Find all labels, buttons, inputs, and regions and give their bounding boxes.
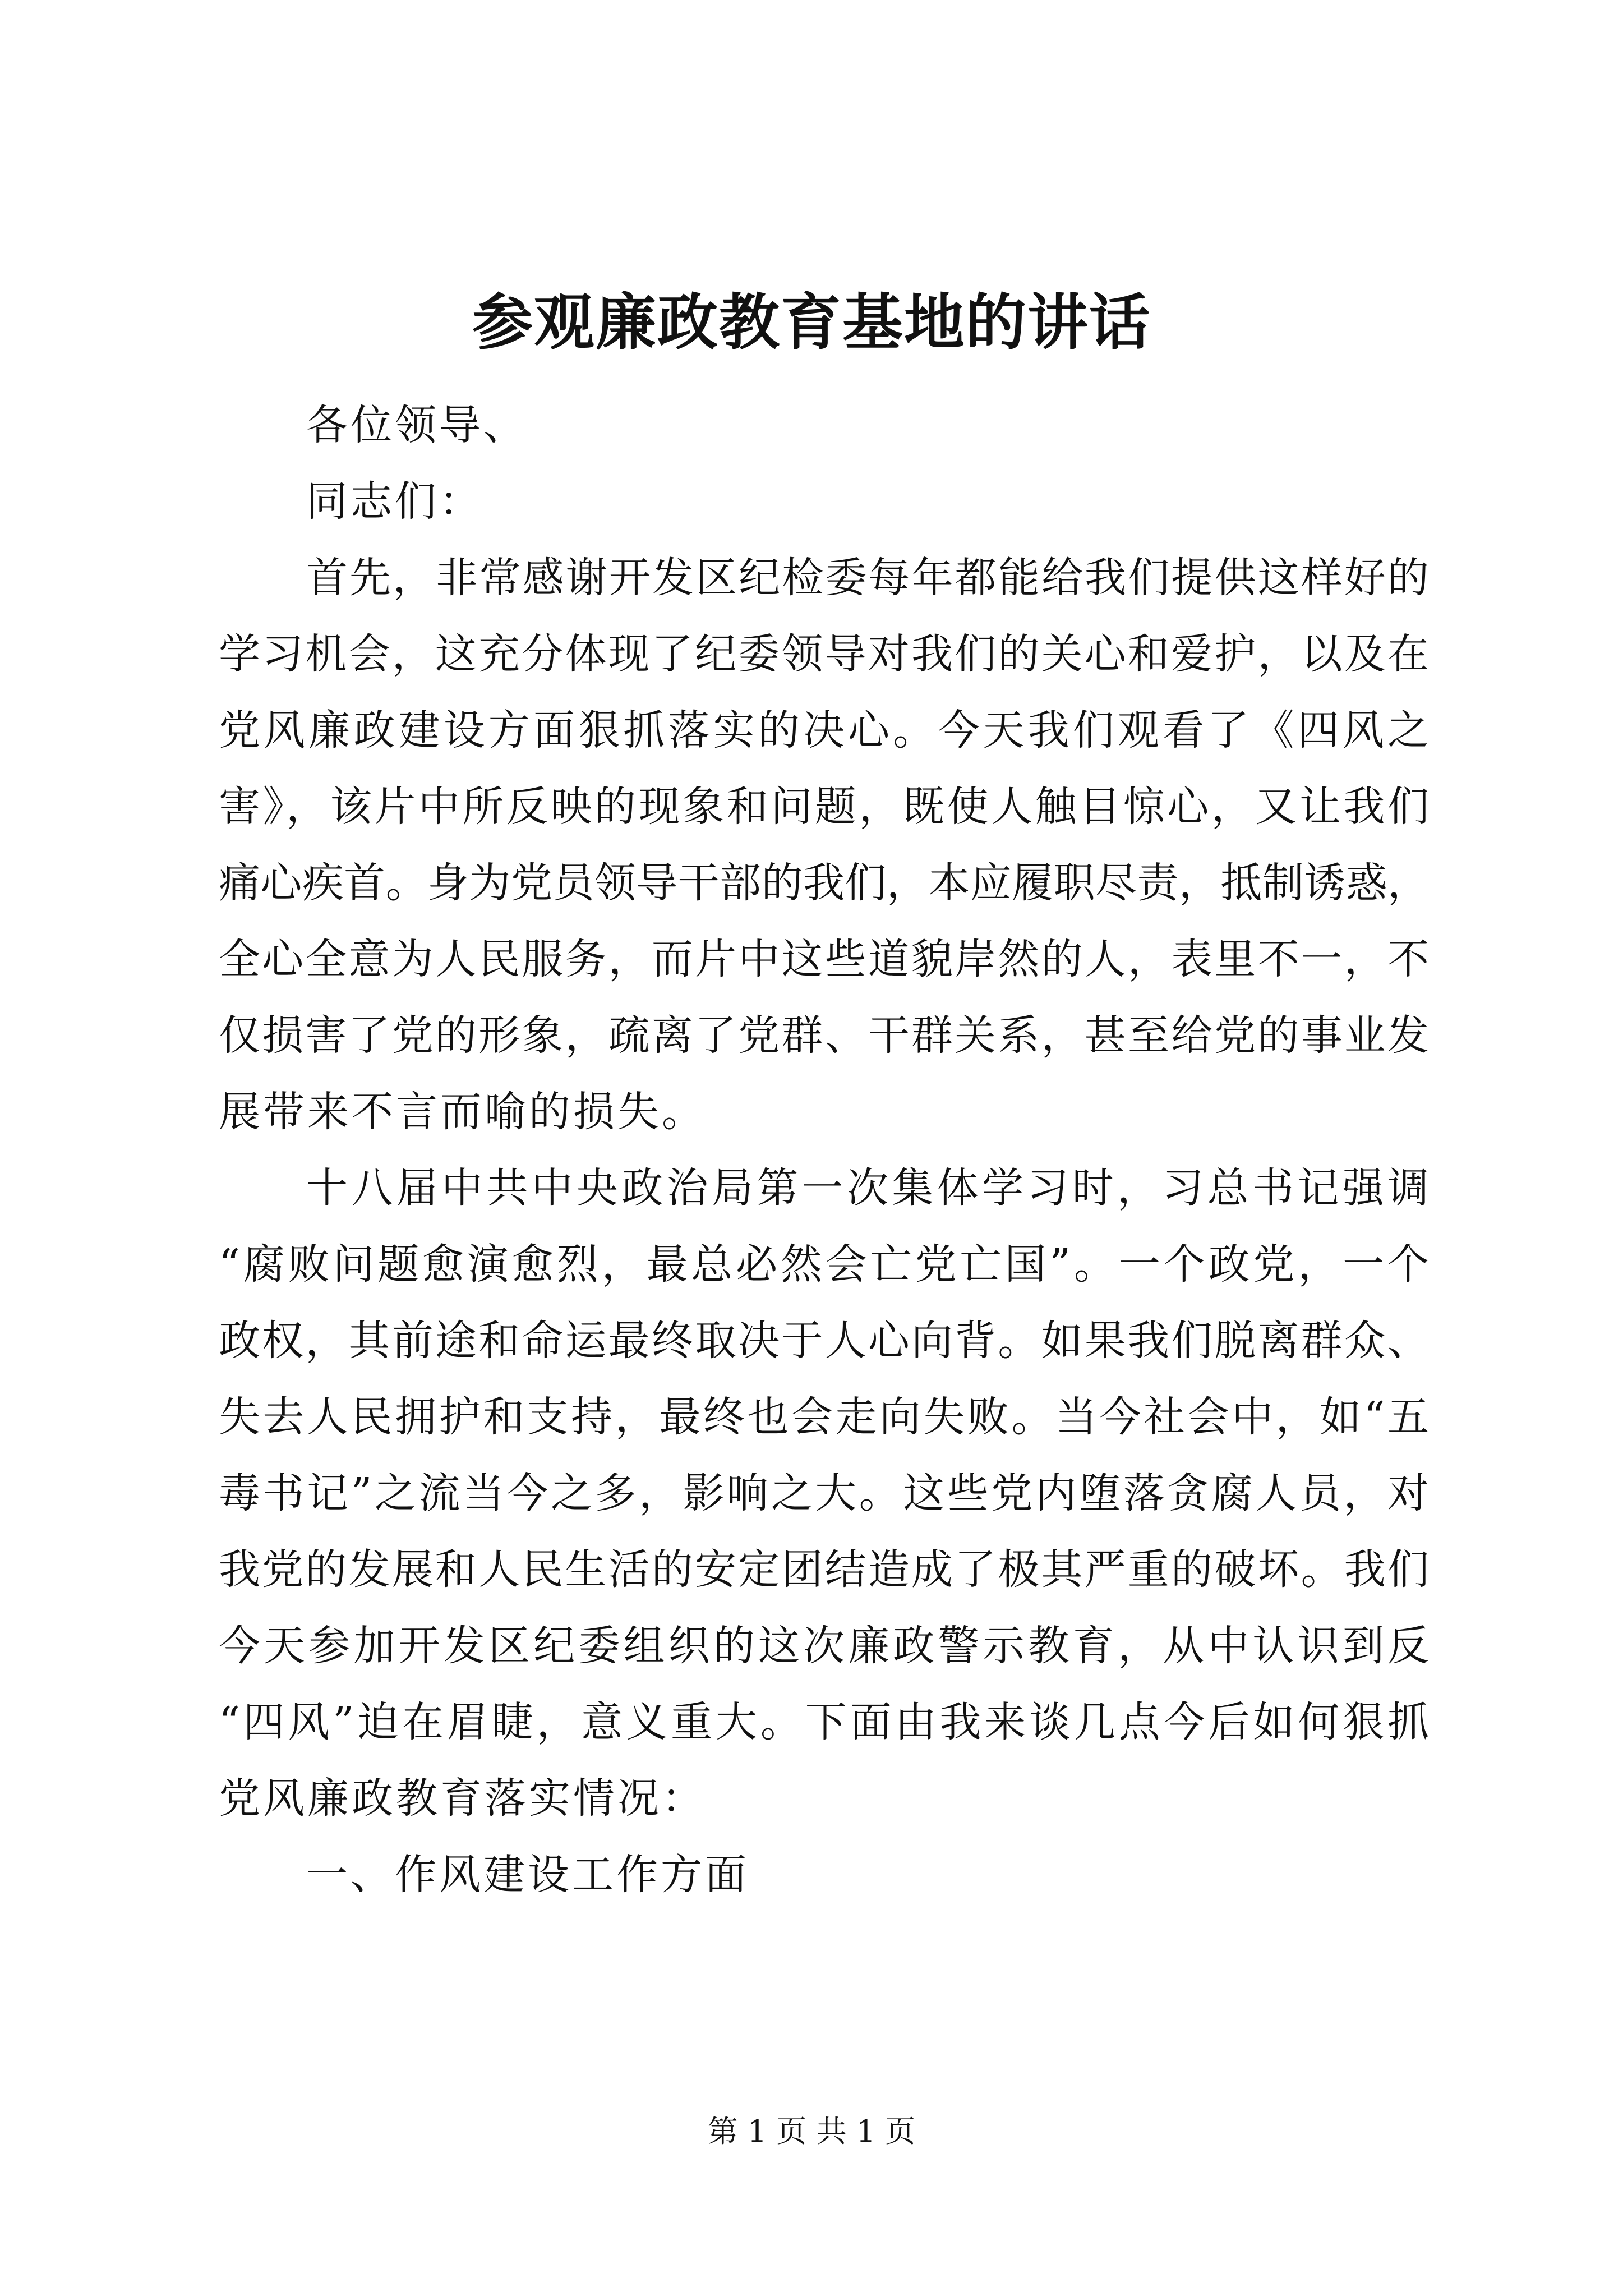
paragraph-line: 害》，该片中所反映的现象和问题，既使人触目惊心，又让我们 <box>219 783 1429 831</box>
paragraph-line: “四风”迫在眉睫，意义重大。下面由我来谈几点今后如何狠抓 <box>219 1698 1429 1746</box>
paragraph-line: 失去人民拥护和支持，最终也会走向失败。当今社会中，如“五 <box>219 1393 1429 1441</box>
salutation-line: 各位领导、 <box>306 401 528 449</box>
paragraph-2 <box>219 1150 1429 1837</box>
paragraph-line: 展带来不言而喻的损失。 <box>219 1088 706 1136</box>
document-title: 参观廉政教育基地的讲话 <box>472 287 1151 358</box>
page-footer: 第 1 页 共 1 页 <box>707 2114 916 2149</box>
section-heading: 一、作风建设工作方面 <box>306 1851 749 1899</box>
paragraph-line: 我党的发展和人民生活的安定团结造成了极其严重的破坏。我们 <box>219 1545 1429 1594</box>
paragraph-line: 今天参加开发区纪委组织的这次廉政警示教育，从中认识到反 <box>219 1622 1429 1670</box>
document-body <box>219 387 1429 1913</box>
paragraph-line: 党风廉政建设方面狠抓落实的决心。今天我们观看了《四风之 <box>219 706 1429 754</box>
salutation-line: 同志们： <box>306 477 483 526</box>
paragraph-line: 首先，非常感谢开发区纪检委每年都能给我们提供这样好的 <box>306 554 1429 602</box>
paragraph-line: 学习机会，这充分体现了纪委领导对我们的关心和爱护，以及在 <box>219 630 1429 678</box>
paragraph-line: 毒书记”之流当今之多，影响之大。这些党内堕落贪腐人员，对 <box>219 1469 1429 1517</box>
paragraph-line: “腐败问题愈演愈烈，最总必然会亡党亡国”。一个政党，一个 <box>219 1240 1429 1289</box>
paragraph-line: 党风廉政教育落实情况： <box>219 1774 706 1823</box>
paragraph-1 <box>219 540 1429 1150</box>
paragraph-line: 痛心疾首。身为党员领导干部的我们，本应履职尽责，抵制诱惑， <box>219 859 1429 907</box>
paragraph-line: 政权，其前途和命运最终取决于人心向背。如果我们脱离群众、 <box>219 1317 1429 1365</box>
paragraph-line: 全心全意为人民服务，而片中这些道貌岸然的人，表里不一，不 <box>219 935 1429 983</box>
paragraph-line: 十八届中共中央政治局第一次集体学习时，习总书记强调 <box>306 1164 1429 1212</box>
paragraph-line: 仅损害了党的形象，疏离了党群、干群关系，甚至给党的事业发 <box>219 1011 1429 1060</box>
